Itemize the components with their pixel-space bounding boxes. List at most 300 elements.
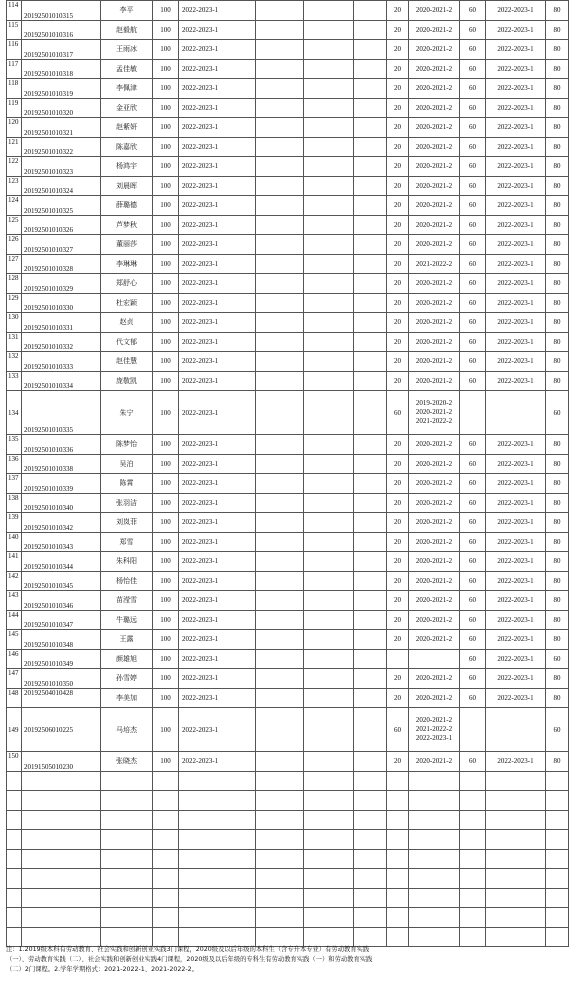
table-row <box>7 59 569 79</box>
table-row <box>7 313 569 333</box>
labor-score: 60 <box>460 196 486 216</box>
labor-term: 2022-2023-1 <box>486 371 546 391</box>
empty-cell <box>486 791 546 811</box>
empty-cell <box>256 927 304 947</box>
table-row <box>7 371 569 391</box>
practice-score: 20 <box>387 454 409 474</box>
empty-cell <box>354 176 387 196</box>
labor-score: 60 <box>460 649 486 669</box>
empty-cell <box>460 869 486 889</box>
blank-row <box>7 771 569 791</box>
empty-cell <box>101 869 153 889</box>
practice-term: 2020-2021-2 <box>409 371 460 391</box>
student-id: 20192501010328 <box>22 254 101 274</box>
labor-score: 60 <box>460 137 486 157</box>
empty-cell <box>7 869 22 889</box>
total-score: 80 <box>546 630 569 650</box>
student-name: 李佩津 <box>101 79 153 99</box>
labor-score: 60 <box>460 313 486 333</box>
row-number: 137 <box>7 474 22 494</box>
blank-row <box>7 791 569 811</box>
empty-cell <box>354 254 387 274</box>
practice-score: 20 <box>387 513 409 533</box>
student-name: 郑雪 <box>101 532 153 552</box>
empty-cell <box>7 771 22 791</box>
labor-term: 2022-2023-1 <box>486 196 546 216</box>
course-term: 2022-2023-1 <box>179 274 256 294</box>
empty-cell <box>256 254 304 274</box>
course-term: 2022-2023-1 <box>179 591 256 611</box>
course-term: 2022-2023-1 <box>179 20 256 40</box>
total-score: 80 <box>546 235 569 255</box>
practice-score: 20 <box>387 610 409 630</box>
course-score: 100 <box>153 552 179 572</box>
empty-cell <box>304 908 354 928</box>
empty-cell <box>354 293 387 313</box>
empty-cell <box>304 313 354 333</box>
practice-term: 2020-2021-2 <box>409 571 460 591</box>
empty-cell <box>22 830 101 850</box>
empty-cell <box>101 849 153 869</box>
empty-cell <box>304 771 354 791</box>
course-term: 2022-2023-1 <box>179 79 256 99</box>
empty-cell <box>409 927 460 947</box>
table-row <box>7 513 569 533</box>
row-number: 123 <box>7 176 22 196</box>
labor-score: 60 <box>460 293 486 313</box>
empty-cell <box>22 888 101 908</box>
student-id: 20192501010320 <box>22 98 101 118</box>
student-id: 20192501010349 <box>22 649 101 669</box>
total-score: 80 <box>546 752 569 772</box>
empty-cell <box>354 552 387 572</box>
empty-cell <box>354 869 387 889</box>
empty-cell <box>22 791 101 811</box>
empty-cell <box>256 474 304 494</box>
table-row <box>7 591 569 611</box>
empty-cell <box>256 669 304 689</box>
empty-cell <box>354 810 387 830</box>
empty-cell <box>354 513 387 533</box>
student-name: 颜雄旭 <box>101 649 153 669</box>
course-score: 100 <box>153 98 179 118</box>
empty-cell <box>256 688 304 708</box>
practice-score: 20 <box>387 669 409 689</box>
empty-cell <box>256 157 304 177</box>
total-score: 80 <box>546 293 569 313</box>
empty-cell <box>460 830 486 850</box>
course-term: 2022-2023-1 <box>179 752 256 772</box>
course-score: 100 <box>153 254 179 274</box>
empty-cell <box>256 79 304 99</box>
student-name: 王露 <box>101 630 153 650</box>
empty-cell <box>256 313 304 333</box>
table-row <box>7 552 569 572</box>
student-name: 张羽洁 <box>101 493 153 513</box>
empty-cell <box>354 371 387 391</box>
empty-cell <box>304 552 354 572</box>
empty-cell <box>486 888 546 908</box>
empty-cell <box>256 118 304 138</box>
practice-score: 20 <box>387 1 409 21</box>
empty-cell <box>179 869 256 889</box>
empty-cell <box>304 1 354 21</box>
empty-cell <box>153 927 179 947</box>
table-row <box>7 688 569 708</box>
empty-cell <box>546 849 569 869</box>
empty-cell <box>7 927 22 947</box>
row-number: 125 <box>7 215 22 235</box>
empty-cell <box>153 888 179 908</box>
empty-cell <box>354 313 387 333</box>
empty-cell <box>304 157 354 177</box>
practice-term: 2020-2021-2 <box>409 215 460 235</box>
labor-score: 60 <box>460 669 486 689</box>
practice-term: 2019-2020-2 2020-2021-2 2021-2022-2 <box>409 391 460 435</box>
labor-term: 2022-2023-1 <box>486 313 546 333</box>
labor-score: 60 <box>460 254 486 274</box>
empty-cell <box>460 908 486 928</box>
student-name: 杨怡佳 <box>101 571 153 591</box>
course-score: 100 <box>153 1 179 21</box>
empty-cell <box>179 849 256 869</box>
course-score: 100 <box>153 649 179 669</box>
empty-cell <box>101 908 153 928</box>
empty-cell <box>354 391 387 435</box>
table-row <box>7 332 569 352</box>
empty-cell <box>546 908 569 928</box>
student-id: 20191505010230 <box>22 752 101 772</box>
student-id: 20192501010322 <box>22 137 101 157</box>
empty-cell <box>256 293 304 313</box>
course-score: 100 <box>153 571 179 591</box>
labor-term: 2022-2023-1 <box>486 591 546 611</box>
empty-cell <box>256 630 304 650</box>
course-score: 100 <box>153 313 179 333</box>
empty-cell <box>256 532 304 552</box>
table-row <box>7 274 569 294</box>
table-row <box>7 669 569 689</box>
course-term: 2022-2023-1 <box>179 688 256 708</box>
row-number: 124 <box>7 196 22 216</box>
labor-term: 2022-2023-1 <box>486 59 546 79</box>
empty-cell <box>304 98 354 118</box>
total-score: 80 <box>546 118 569 138</box>
empty-cell <box>153 869 179 889</box>
labor-score: 60 <box>460 752 486 772</box>
student-id: 20192501010343 <box>22 532 101 552</box>
student-id: 20192501010342 <box>22 513 101 533</box>
total-score: 80 <box>546 59 569 79</box>
empty-cell <box>409 869 460 889</box>
empty-cell <box>101 888 153 908</box>
practice-score: 20 <box>387 313 409 333</box>
empty-cell <box>256 435 304 455</box>
empty-cell <box>22 908 101 928</box>
student-name: 孟佳敏 <box>101 59 153 79</box>
student-name: 刘晨晖 <box>101 176 153 196</box>
empty-cell <box>354 669 387 689</box>
student-name: 郑舒心 <box>101 274 153 294</box>
empty-cell <box>304 118 354 138</box>
empty-cell <box>354 649 387 669</box>
empty-cell <box>256 215 304 235</box>
practice-term: 2020-2021-2 <box>409 235 460 255</box>
labor-term: 2022-2023-1 <box>486 532 546 552</box>
labor-score: 60 <box>460 630 486 650</box>
total-score: 80 <box>546 196 569 216</box>
student-id: 20192504010428 <box>22 688 101 708</box>
empty-cell <box>354 493 387 513</box>
total-score: 80 <box>546 274 569 294</box>
empty-cell <box>153 791 179 811</box>
empty-cell <box>256 176 304 196</box>
row-number: 135 <box>7 435 22 455</box>
practice-score: 20 <box>387 79 409 99</box>
course-term: 2022-2023-1 <box>179 215 256 235</box>
student-id: 20192501010321 <box>22 118 101 138</box>
labor-term: 2022-2023-1 <box>486 352 546 372</box>
practice-term: 2020-2021-2 <box>409 591 460 611</box>
empty-cell <box>546 810 569 830</box>
empty-cell <box>304 830 354 850</box>
practice-term: 2020-2021-2 <box>409 474 460 494</box>
practice-score: 20 <box>387 332 409 352</box>
total-score: 80 <box>546 137 569 157</box>
practice-score: 20 <box>387 20 409 40</box>
total-score: 80 <box>546 176 569 196</box>
blank-row <box>7 927 569 947</box>
row-number: 146 <box>7 649 22 669</box>
student-name: 苗滢雪 <box>101 591 153 611</box>
table-row <box>7 649 569 669</box>
empty-cell <box>354 688 387 708</box>
empty-cell <box>304 254 354 274</box>
row-number: 132 <box>7 352 22 372</box>
course-score: 100 <box>153 532 179 552</box>
empty-cell <box>387 810 409 830</box>
practice-term: 2020-2021-2 <box>409 118 460 138</box>
empty-cell <box>304 215 354 235</box>
empty-cell <box>7 830 22 850</box>
empty-cell <box>354 771 387 791</box>
course-score: 100 <box>153 293 179 313</box>
empty-cell <box>256 552 304 572</box>
student-name: 陈梦怡 <box>101 435 153 455</box>
empty-cell <box>22 927 101 947</box>
practice-score: 20 <box>387 137 409 157</box>
labor-term: 2022-2023-1 <box>486 552 546 572</box>
empty-cell <box>354 474 387 494</box>
table-row <box>7 454 569 474</box>
row-number: 116 <box>7 40 22 60</box>
labor-score: 60 <box>460 215 486 235</box>
table-row <box>7 157 569 177</box>
practice-score: 20 <box>387 215 409 235</box>
total-score: 80 <box>546 493 569 513</box>
empty-cell <box>304 493 354 513</box>
course-term: 2022-2023-1 <box>179 630 256 650</box>
table-row <box>7 493 569 513</box>
row-number: 118 <box>7 79 22 99</box>
row-number: 134 <box>7 391 22 435</box>
empty-cell <box>101 810 153 830</box>
empty-cell <box>460 771 486 791</box>
empty-cell <box>304 176 354 196</box>
labor-score <box>460 708 486 752</box>
empty-cell <box>304 20 354 40</box>
empty-cell <box>354 118 387 138</box>
empty-cell <box>354 849 387 869</box>
student-id: 20192501010345 <box>22 571 101 591</box>
empty-cell <box>387 888 409 908</box>
empty-cell <box>304 391 354 435</box>
score-table-page <box>6 0 568 947</box>
empty-cell <box>153 908 179 928</box>
student-id: 20192501010348 <box>22 630 101 650</box>
practice-score: 20 <box>387 157 409 177</box>
practice-score: 20 <box>387 118 409 138</box>
course-score: 100 <box>153 196 179 216</box>
course-term: 2022-2023-1 <box>179 669 256 689</box>
total-score: 80 <box>546 571 569 591</box>
row-number: 122 <box>7 157 22 177</box>
empty-cell <box>354 196 387 216</box>
total-score: 80 <box>546 20 569 40</box>
student-id: 20192501010329 <box>22 274 101 294</box>
student-id: 20192501010347 <box>22 610 101 630</box>
practice-term: 2020-2021-2 <box>409 137 460 157</box>
empty-cell <box>354 59 387 79</box>
course-term: 2022-2023-1 <box>179 532 256 552</box>
empty-cell <box>7 888 22 908</box>
empty-cell <box>256 332 304 352</box>
empty-cell <box>354 927 387 947</box>
student-name: 牛璐远 <box>101 610 153 630</box>
row-number: 143 <box>7 591 22 611</box>
empty-cell <box>546 869 569 889</box>
empty-cell <box>304 137 354 157</box>
labor-score: 60 <box>460 20 486 40</box>
labor-score: 60 <box>460 454 486 474</box>
labor-term: 2022-2023-1 <box>486 669 546 689</box>
student-name: 赵紫妍 <box>101 118 153 138</box>
course-term: 2022-2023-1 <box>179 371 256 391</box>
practice-score: 20 <box>387 571 409 591</box>
empty-cell <box>256 513 304 533</box>
empty-cell <box>387 927 409 947</box>
empty-cell <box>256 810 304 830</box>
empty-cell <box>304 474 354 494</box>
total-score: 80 <box>546 371 569 391</box>
row-number: 141 <box>7 552 22 572</box>
empty-cell <box>304 454 354 474</box>
total-score: 80 <box>546 532 569 552</box>
empty-cell <box>546 771 569 791</box>
row-number: 114 <box>7 1 22 21</box>
table-row <box>7 176 569 196</box>
empty-cell <box>256 649 304 669</box>
practice-score: 60 <box>387 708 409 752</box>
empty-cell <box>486 908 546 928</box>
empty-cell <box>304 571 354 591</box>
labor-score: 60 <box>460 474 486 494</box>
empty-cell <box>546 830 569 850</box>
labor-term: 2022-2023-1 <box>486 235 546 255</box>
row-number: 138 <box>7 493 22 513</box>
student-id: 20192501010319 <box>22 79 101 99</box>
empty-cell <box>304 435 354 455</box>
table-row <box>7 137 569 157</box>
empty-cell <box>7 849 22 869</box>
empty-cell <box>304 752 354 772</box>
row-number: 121 <box>7 137 22 157</box>
total-score: 80 <box>546 332 569 352</box>
labor-score: 60 <box>460 688 486 708</box>
course-score: 100 <box>153 332 179 352</box>
labor-score: 60 <box>460 40 486 60</box>
total-score: 80 <box>546 254 569 274</box>
empty-cell <box>7 908 22 928</box>
practice-score: 20 <box>387 235 409 255</box>
empty-cell <box>354 610 387 630</box>
student-id: 20192506010225 <box>22 708 101 752</box>
student-id: 20192501010340 <box>22 493 101 513</box>
empty-cell <box>101 771 153 791</box>
labor-term: 2022-2023-1 <box>486 752 546 772</box>
labor-score: 60 <box>460 371 486 391</box>
practice-term: 2020-2021-2 <box>409 332 460 352</box>
student-name: 金亚欣 <box>101 98 153 118</box>
total-score: 80 <box>546 352 569 372</box>
student-id: 20192501010350 <box>22 669 101 689</box>
row-number: 149 <box>7 708 22 752</box>
empty-cell <box>179 927 256 947</box>
empty-cell <box>304 708 354 752</box>
empty-cell <box>354 888 387 908</box>
table-row <box>7 20 569 40</box>
practice-term: 2020-2021-2 <box>409 610 460 630</box>
empty-cell <box>546 927 569 947</box>
total-score: 80 <box>546 40 569 60</box>
empty-cell <box>354 157 387 177</box>
footnote-line: 注：1.2019级本科有劳动教育、社会实践和创新创业实践3门课程，2020级及以后年级的本科生（含专升本专业）有劳动教育实践 <box>6 946 370 953</box>
practice-term: 2020-2021-2 <box>409 669 460 689</box>
table-row <box>7 118 569 138</box>
course-score: 100 <box>153 752 179 772</box>
practice-term: 2020-2021-2 <box>409 40 460 60</box>
empty-cell <box>354 352 387 372</box>
empty-cell <box>304 79 354 99</box>
practice-term: 2020-2021-2 <box>409 157 460 177</box>
student-name: 吴泊 <box>101 454 153 474</box>
student-name: 陈霄 <box>101 474 153 494</box>
empty-cell <box>256 493 304 513</box>
empty-cell <box>387 849 409 869</box>
empty-cell <box>409 830 460 850</box>
empty-cell <box>304 513 354 533</box>
course-term: 2022-2023-1 <box>179 196 256 216</box>
course-term: 2022-2023-1 <box>179 571 256 591</box>
practice-score: 20 <box>387 752 409 772</box>
labor-score: 60 <box>460 571 486 591</box>
empty-cell <box>256 888 304 908</box>
empty-cell <box>387 791 409 811</box>
course-term: 2022-2023-1 <box>179 293 256 313</box>
course-score: 100 <box>153 352 179 372</box>
empty-cell <box>256 352 304 372</box>
practice-score: 20 <box>387 371 409 391</box>
